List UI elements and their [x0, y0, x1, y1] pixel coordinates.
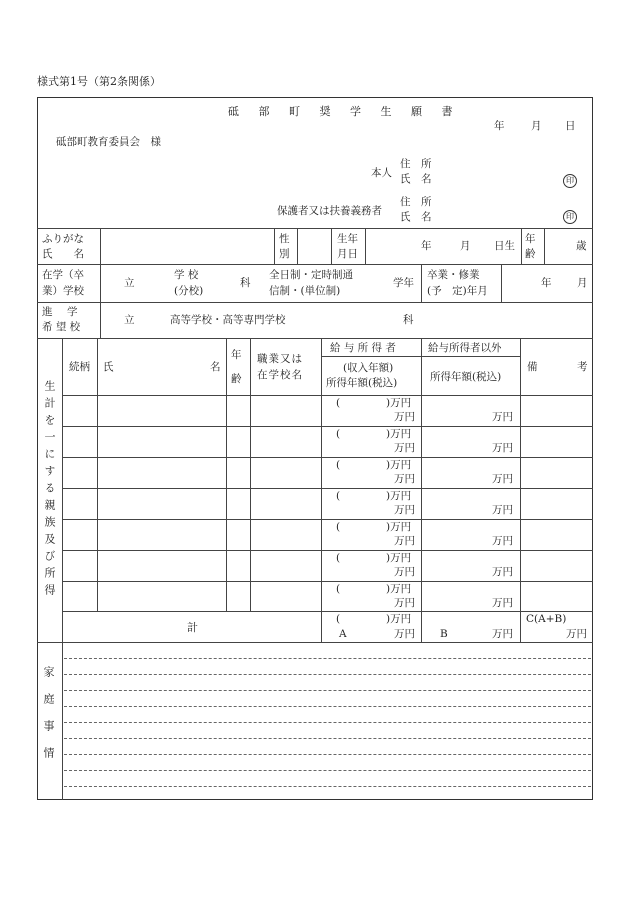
total-salary-paren-open: (	[336, 613, 341, 625]
family-row-1-salary-paren-open: (	[336, 397, 341, 409]
family-row-5-salary-income-unit: 万円	[394, 535, 415, 547]
school-ka: 科	[240, 277, 251, 289]
family-row-4-salary-paren-close: )万円	[386, 490, 412, 502]
total-label: 計	[187, 621, 198, 634]
birth-label-top: 生年	[337, 233, 358, 245]
school-system-bottom: 信制・(単位制)	[269, 285, 341, 297]
guardian-name-label: 氏 名	[400, 211, 432, 223]
age-label-top: 年	[525, 233, 536, 245]
desired-school-types: 高等学校・高等専門学校	[170, 314, 286, 326]
age-label-bottom: 齢	[525, 248, 536, 260]
desired-school-label-bottom: 希 望 校	[42, 321, 81, 333]
family-row-5-salary-paren-open: (	[336, 521, 341, 533]
school-label-bottom: 業）学校	[42, 285, 84, 297]
guardian-address-label: 住 所	[400, 196, 432, 208]
family-row-7-salary-income-unit: 万円	[394, 597, 415, 609]
desired-school-label-top: 進 学	[42, 306, 80, 318]
applicant-seal-mark: 印	[563, 174, 577, 188]
total-a-label: A	[339, 628, 347, 640]
form-title: 砥 部 町 奨 学 生 願 書	[228, 105, 461, 118]
family-row-7-other-income-unit: 万円	[492, 597, 513, 609]
family-row-4-salary-paren-open: (	[336, 490, 341, 502]
birth-label-bottom: 月日	[337, 248, 358, 260]
col-job-bottom: 在学校名	[257, 369, 303, 381]
guardian-label: 保護者又は扶養義務者	[277, 205, 382, 217]
name-label: 氏 名	[42, 248, 84, 260]
family-row-1-salary-paren-close: )万円	[386, 397, 412, 409]
birth-month-label: 月	[460, 240, 471, 252]
col-remarks-second: 考	[577, 361, 588, 373]
family-row-7-salary-paren-open: (	[336, 583, 341, 595]
total-a-unit: 万円	[394, 628, 415, 640]
age-unit: 歳	[576, 240, 587, 252]
sex-label-bottom: 別	[279, 248, 290, 260]
col-name-second: 名	[210, 361, 221, 373]
family-row-5-salary-paren-close: )万円	[386, 521, 412, 533]
graduation-label-bottom: (予 定)年月	[427, 285, 488, 297]
col-relation: 続柄	[69, 361, 90, 373]
col-age-bottom: 齢	[231, 373, 242, 385]
family-row-1-other-income-unit: 万円	[492, 411, 513, 423]
graduation-month-label: 月	[577, 277, 588, 289]
family-row-1-salary-income-unit: 万円	[394, 411, 415, 423]
col-age-top: 年	[231, 349, 242, 361]
school-system-top: 全日制・定時制通	[269, 269, 353, 281]
col-salary-top: 給 与 所 得 者	[330, 342, 396, 354]
recipient: 砥部町教育委員会 様	[56, 136, 161, 148]
family-row-2-salary-paren-close: )万円	[386, 428, 412, 440]
family-side-label: 生計を一にする親族及び所得	[43, 380, 56, 601]
total-salary-paren-close: )万円	[386, 613, 412, 625]
family-row-3-salary-paren-close: )万円	[386, 459, 412, 471]
family-row-4-other-income-unit: 万円	[492, 504, 513, 516]
family-row-4-salary-income-unit: 万円	[394, 504, 415, 516]
school-gakko: 学 校	[174, 269, 199, 281]
applicant-label: 本人	[371, 167, 392, 179]
col-salary-bottom: 所得年額(税込)	[326, 377, 398, 389]
school-bunko: (分校)	[174, 285, 204, 297]
family-circumstances-label: 家庭事情	[42, 666, 55, 774]
date-day-label: 日	[565, 120, 576, 132]
furigana-label: ふりがな	[42, 233, 84, 245]
applicant-name-label: 氏 名	[400, 173, 432, 185]
family-row-7-salary-paren-close: )万円	[386, 583, 412, 595]
family-row-6-salary-paren-open: (	[336, 552, 341, 564]
family-row-6-salary-paren-close: )万円	[386, 552, 412, 564]
col-remarks-first: 備	[527, 361, 538, 373]
col-other-bottom: 所得年額(税込)	[430, 371, 502, 383]
date-year-label: 年	[494, 120, 505, 132]
desired-school-ritsu: 立	[124, 314, 135, 326]
family-row-3-salary-paren-open: (	[336, 459, 341, 471]
col-job-top: 職業又は	[257, 353, 303, 365]
form-number: 様式第1号（第2条関係）	[37, 75, 161, 88]
school-ritsu: 立	[124, 277, 135, 289]
family-row-2-other-income-unit: 万円	[492, 442, 513, 454]
graduation-label-top: 卒業・修業	[427, 269, 480, 281]
family-row-2-salary-income-unit: 万円	[394, 442, 415, 454]
col-salary-middle: (収入年額)	[343, 362, 394, 374]
family-row-2-salary-paren-open: (	[336, 428, 341, 440]
sex-label-top: 性	[279, 233, 290, 245]
desired-school-ka: 科	[403, 314, 414, 326]
grade-label: 学年	[393, 277, 414, 289]
total-c-label: C(A+B)	[526, 613, 567, 625]
family-row-6-salary-income-unit: 万円	[394, 566, 415, 578]
col-name-first: 氏	[103, 361, 114, 373]
family-row-3-other-income-unit: 万円	[492, 473, 513, 485]
graduation-year-label: 年	[541, 277, 552, 289]
birth-day-label: 日生	[494, 240, 515, 252]
family-row-3-salary-income-unit: 万円	[394, 473, 415, 485]
total-b-label: B	[440, 628, 448, 640]
col-other-top: 給与所得者以外	[428, 342, 502, 354]
total-c-unit: 万円	[566, 628, 587, 640]
total-b-unit: 万円	[492, 628, 513, 640]
school-label-top: 在学（卒	[42, 269, 84, 281]
birth-year-label: 年	[421, 240, 432, 252]
applicant-address-label: 住 所	[400, 158, 432, 170]
family-row-6-other-income-unit: 万円	[492, 566, 513, 578]
family-row-5-other-income-unit: 万円	[492, 535, 513, 547]
date-month-label: 月	[531, 120, 542, 132]
guardian-seal-mark: 印	[563, 210, 577, 224]
